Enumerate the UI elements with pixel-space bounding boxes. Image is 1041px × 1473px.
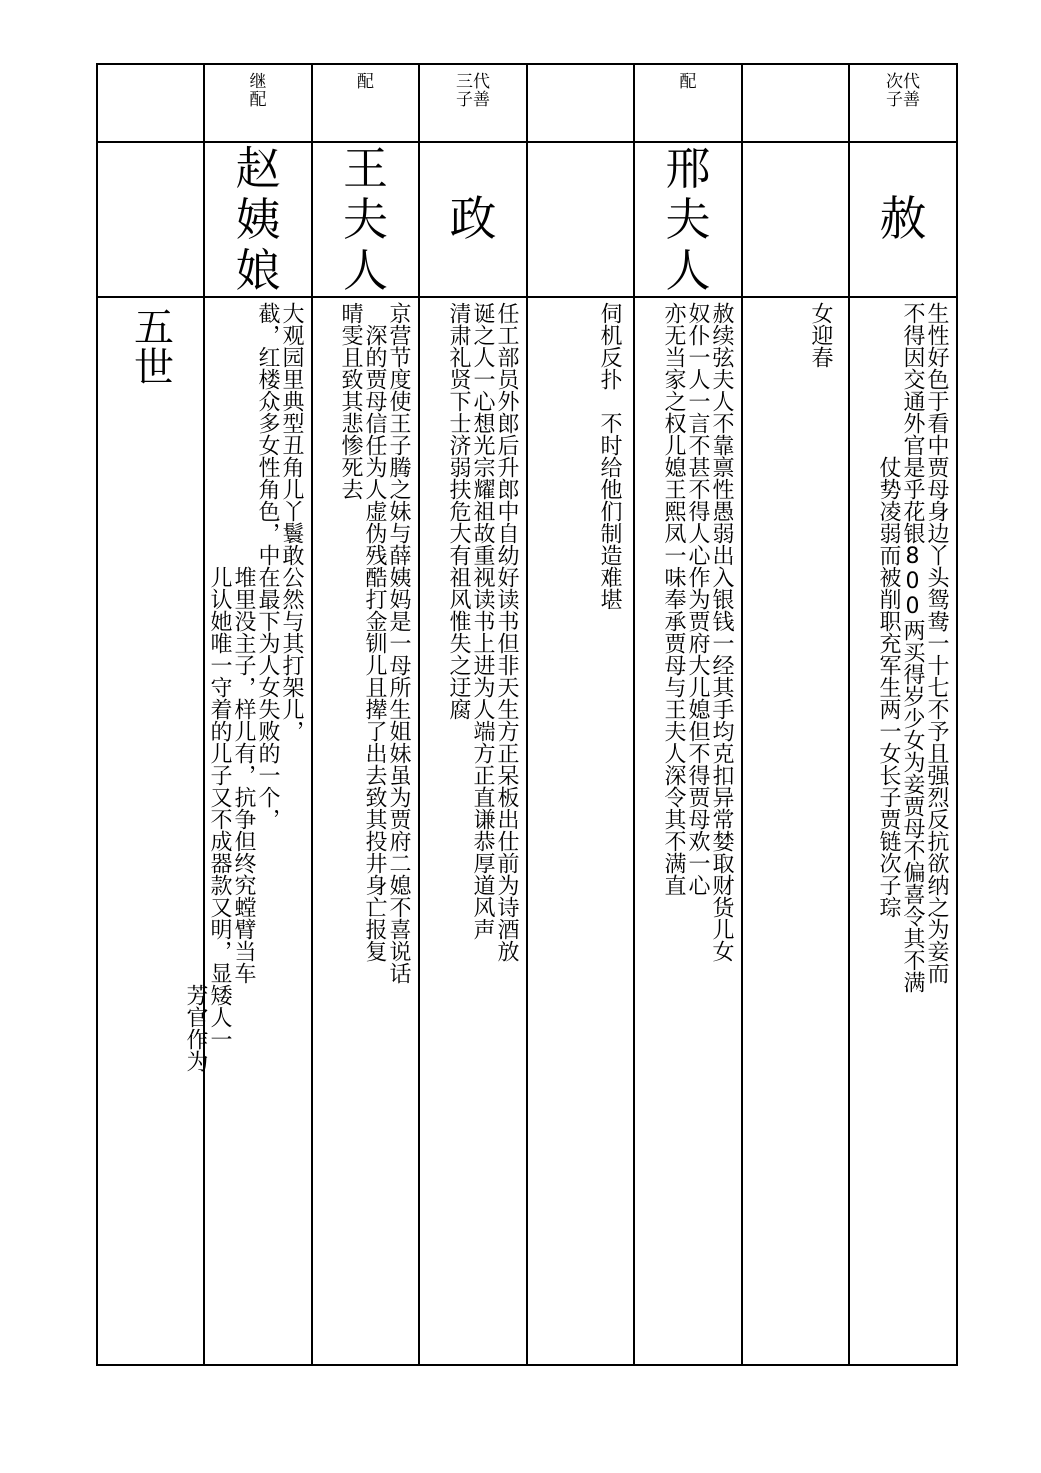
bio-yingchun: 女迎春 bbox=[808, 302, 833, 368]
name-zheng: 政 bbox=[449, 192, 497, 247]
bio-note-4: 伺机反扑 不时给他们制造难堪 bbox=[597, 302, 622, 610]
bio-cell-zheng bbox=[419, 297, 527, 1365]
name-row bbox=[97, 142, 957, 297]
role-label-third-son: 三代 子善 bbox=[456, 72, 490, 110]
bio-she: 生性好色于看中贾母身边丫头鸳鸯一十七不予且强烈反抗欲纳之为妾而 不得因交通外官是乎花银800两买得岁少女为妾贾母不偏喜令其不满 仗势凌弱而被削职充军生两一女长子贾链次子琮 bbox=[876, 302, 949, 993]
role-label-pei-2: 配 bbox=[679, 72, 697, 92]
name-zhao-yiniang: 赵 姨 娘 bbox=[235, 142, 281, 297]
role-cell-6 bbox=[742, 64, 849, 142]
name-she: 赦 bbox=[879, 192, 927, 247]
bio-cell-she bbox=[849, 297, 957, 1365]
role-cell-7 bbox=[849, 64, 957, 142]
name-wang-furen: 王 夫 人 bbox=[342, 142, 388, 297]
role-label-pei: 配 bbox=[357, 72, 374, 92]
generation-label: 五世 bbox=[127, 306, 174, 386]
role-cell-2 bbox=[312, 64, 419, 142]
role-cell-5 bbox=[634, 64, 742, 142]
bio-row bbox=[97, 297, 957, 1365]
bio-cell-zhao-yiniang bbox=[183, 297, 312, 1365]
name-cell-1 bbox=[204, 142, 312, 297]
bio-cell-yingchun bbox=[742, 297, 849, 1365]
bio-cell-wang-furen bbox=[312, 297, 419, 1365]
bio-zheng: 任工部员外郎后升郎中自幼好读书但非天生方正呆板出仕前为诗酒放 诞之人一心想光宗耀祖故重视读书上进为人端方正直谦恭厚道风声 清肃礼贤下士济弱扶危大有祖风惟失之迂腐 bbox=[446, 302, 519, 962]
name-cell-5 bbox=[634, 142, 742, 297]
genealogy-table bbox=[96, 63, 958, 1366]
name-cell-0 bbox=[97, 142, 204, 297]
name-cell-7 bbox=[849, 142, 957, 297]
name-cell-4 bbox=[527, 142, 634, 297]
bio-cell-xing-furen bbox=[634, 297, 742, 1365]
name-xing-furen: 邢 夫 人 bbox=[665, 142, 711, 297]
bio-xing-furen: 赦续弦夫人不靠禀性愚弱出入银钱一经其手均克扣异常婪取财货儿女 奴仆一人一言不甚不得人心作为贾府大儿媳但不得贾母欢一心 亦无当家之权儿媳王熙凤一味奉承贾母与王夫人深令其不满直 bbox=[661, 302, 734, 962]
role-cell-0 bbox=[97, 64, 204, 142]
bio-cell-4 bbox=[527, 297, 634, 1365]
bio-zhao-yiniang: 大观园里典型丑角儿丫鬟敢公然与其打架儿， 截，红楼众多女性角色，中在最下为人女失败的一个， 堆里没主子，样儿有，抗争但终究螳臂当车 儿认她唯一守着的儿子又不成器款又明，显矮人一 芳官作为 bbox=[183, 302, 304, 1072]
role-cell-4 bbox=[527, 64, 634, 142]
role-label-second-son: 次代 子善 bbox=[886, 72, 920, 110]
role-cell-1 bbox=[204, 64, 312, 142]
name-cell-3 bbox=[419, 142, 527, 297]
role-cell-3 bbox=[419, 64, 527, 142]
name-cell-6 bbox=[742, 142, 849, 297]
name-cell-2 bbox=[312, 142, 419, 297]
role-row bbox=[97, 64, 957, 142]
bio-wang-furen: 京营节度使王子腾之妹与薛姨妈是一母所生姐妹虽为贾府二媳不喜说话 深的贾母信任为人虚伪残酷打金钏儿且撵了出去致其投井身亡报复 晴雯且致其悲惨死去 bbox=[338, 302, 411, 984]
role-label-jipei: 继 配 bbox=[249, 72, 267, 110]
